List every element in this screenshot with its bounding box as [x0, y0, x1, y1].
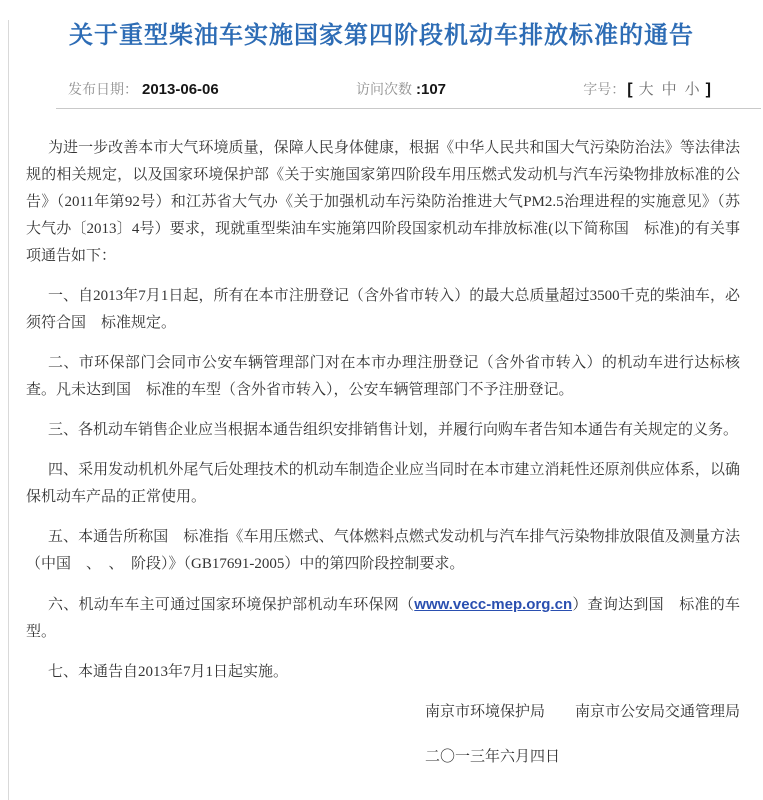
font-size-small-button[interactable]: 小 [684, 82, 700, 98]
meta-bar [68, 78, 713, 99]
visit-count-label: 访问次数 [356, 83, 412, 98]
publish-date-label: 发布日期： [68, 83, 138, 98]
notice-item-1: 一、自2013年7月1日起，所有在本市注册登记（含外省市转入）的最大总质量超过3500千克的柴油车，必须符合国 标准规定。 [26, 288, 740, 331]
notice-item-2: 二、市环保部门会同市公安车辆管理部门对在本市办理注册登记（含外省市转入）的机动车进行达标核查。凡未达到国 标准的车型（含外省市转入），公安车辆管理部门不予注册登记。 [26, 355, 740, 398]
issuing-agencies: 南京市环境保护局 南京市公安局交通管理局 [424, 704, 740, 720]
font-size-medium-button[interactable]: 中 [661, 82, 677, 98]
notice-item-6-post: ）查询达到国 标准的车型。 [26, 597, 740, 640]
publish-date-group [68, 79, 219, 99]
font-size-bracket-close: ] [705, 81, 711, 98]
page-left-border [8, 20, 9, 800]
publish-date-value: 2013-06-06 [142, 81, 219, 98]
font-size-controls [583, 78, 713, 99]
header-divider [56, 108, 761, 109]
notice-item-5: 五、本通告所称国 标准指《车用压燃式、气体燃料点燃式发动机与汽车排气污染物排放限值及测量方法（中国 、 、 阶段）》（GB17691-2005）中的第四阶段控制要求。 [26, 529, 740, 572]
font-size-bracket-open: [ [627, 81, 633, 98]
notice-item-6 [26, 591, 740, 646]
notice-item-3: 三、各机动车销售企业应当根据本通告组织安排销售计划，并履行向购车者告知本通告有关规定的义务。 [48, 422, 739, 438]
issue-date: 二〇一三年六月四日 [424, 749, 560, 765]
visit-count-value: :107 [416, 81, 447, 98]
font-size-label: 字号： [583, 83, 626, 98]
notice-item-7: 七、本通告自2013年7月1日起实施。 [48, 664, 289, 680]
font-size-large-button[interactable]: 大 [638, 82, 654, 98]
notice-item-6-pre: 六、机动车车主可通过国家环境保护部机动车环保网（ [48, 597, 415, 613]
page-title: 关于重型柴油车实施国家第四阶段机动车排放标准的通告 [69, 22, 694, 49]
notice-item-4: 四、采用发动机机外尾气后处理技术的机动车制造企业应当同时在本市建立消耗性还原剂供应体系，以确保机动车产品的正常使用。 [26, 462, 740, 505]
vecc-mep-link[interactable]: www.vecc-mep.org.cn [414, 596, 573, 613]
notice-body [26, 135, 740, 771]
visit-count-group [356, 79, 446, 99]
paragraph-intro: 为进一步改善本市大气环境质量，保障人民身体健康，根据《中华人民共和国大气污染防治法》等法律法规的相关规定，以及国家环境保护部《关于实施国家第四阶段车用压燃式发动机与汽车污染物排放标准的公告》（2011年第92号）和江苏省大气办《关于加强机动车污染防治推进大气PM2.5治理进程的实施意见》（苏大气办〔2013〕4号）要求，现就重型柴油车实施第四阶段国家机动车排放标准(以下简称国 标准)的有关事项通告如下： [26, 140, 740, 264]
